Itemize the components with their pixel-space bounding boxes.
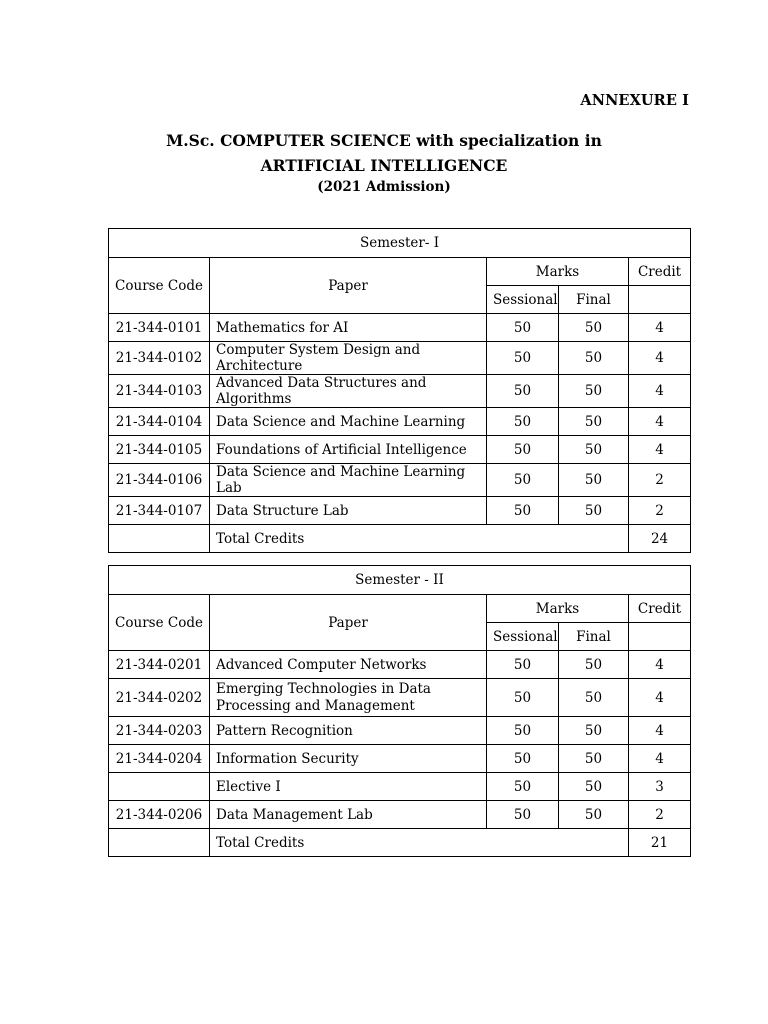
course-code xyxy=(109,773,210,801)
course-code: 21-344-0201 xyxy=(109,651,210,679)
credit-value: 4 xyxy=(629,408,691,436)
credit-value: 4 xyxy=(629,717,691,745)
credit-value: 4 xyxy=(629,375,691,408)
paper-name: Pattern Recognition xyxy=(210,717,487,745)
paper-name: Elective I xyxy=(210,773,487,801)
sessional-marks: 50 xyxy=(487,408,559,436)
sessional-marks: 50 xyxy=(487,679,559,717)
marks-header: Marks xyxy=(487,258,629,286)
table-row xyxy=(109,497,691,525)
table-row xyxy=(109,436,691,464)
empty-cell xyxy=(629,286,691,314)
credit-header: Credit xyxy=(629,258,691,286)
total-credits-label: Total Credits xyxy=(210,525,629,553)
final-marks: 50 xyxy=(559,651,629,679)
course-code: 21-344-0104 xyxy=(109,408,210,436)
sessional-marks: 50 xyxy=(487,464,559,497)
table-row xyxy=(109,314,691,342)
final-marks: 50 xyxy=(559,464,629,497)
table-row xyxy=(109,717,691,745)
sessional-marks: 50 xyxy=(487,375,559,408)
course-code: 21-344-0101 xyxy=(109,314,210,342)
total-row xyxy=(109,829,691,857)
table-row xyxy=(109,375,691,408)
course-code: 21-344-0203 xyxy=(109,717,210,745)
course-code: 21-344-0107 xyxy=(109,497,210,525)
admission-year: (2021 Admission) xyxy=(317,179,451,195)
final-marks: 50 xyxy=(559,679,629,717)
sessional-header: Sessional xyxy=(487,286,559,314)
course-code: 21-344-0206 xyxy=(109,801,210,829)
table-row xyxy=(109,464,691,497)
credit-value: 3 xyxy=(629,773,691,801)
final-marks: 50 xyxy=(559,408,629,436)
table-row xyxy=(109,773,691,801)
final-marks: 50 xyxy=(559,497,629,525)
sessional-marks: 50 xyxy=(487,342,559,375)
credit-value: 2 xyxy=(629,497,691,525)
credit-header: Credit xyxy=(629,595,691,623)
table-row xyxy=(109,342,691,375)
paper-name: Advanced Computer Networks xyxy=(210,651,487,679)
credit-value: 4 xyxy=(629,651,691,679)
document-title: M.Sc. COMPUTER SCIENCE with specialization in xyxy=(166,131,602,150)
empty-cell xyxy=(629,623,691,651)
credit-value: 4 xyxy=(629,679,691,717)
sessional-header: Sessional xyxy=(487,623,559,651)
final-marks: 50 xyxy=(559,745,629,773)
final-marks: 50 xyxy=(559,773,629,801)
final-marks: 50 xyxy=(559,436,629,464)
total-row xyxy=(109,525,691,553)
final-marks: 50 xyxy=(559,314,629,342)
table-row xyxy=(109,408,691,436)
table-row xyxy=(109,745,691,773)
semester-1-table xyxy=(108,228,691,553)
course-code: 21-344-0105 xyxy=(109,436,210,464)
credit-value: 4 xyxy=(629,436,691,464)
paper-name: Data Science and Machine Learning Lab xyxy=(210,464,487,497)
sessional-marks: 50 xyxy=(487,801,559,829)
sessional-marks: 50 xyxy=(487,745,559,773)
empty-cell xyxy=(109,829,210,857)
total-credits-value: 21 xyxy=(629,829,691,857)
annexure-label: ANNEXURE I xyxy=(580,92,689,109)
document-subtitle: ARTIFICIAL INTELLIGENCE xyxy=(260,156,508,175)
credit-value: 2 xyxy=(629,801,691,829)
course-code-header: Course Code xyxy=(109,595,210,651)
course-code: 21-344-0204 xyxy=(109,745,210,773)
credit-value: 4 xyxy=(629,745,691,773)
paper-name: Computer System Design and Architecture xyxy=(210,342,487,375)
sessional-marks: 50 xyxy=(487,436,559,464)
course-code: 21-344-0102 xyxy=(109,342,210,375)
paper-name: Emerging Technologies in Data Processing and Management xyxy=(210,679,487,717)
sessional-marks: 50 xyxy=(487,651,559,679)
table-row xyxy=(109,679,691,717)
final-header: Final xyxy=(559,623,629,651)
sessional-marks: 50 xyxy=(487,314,559,342)
semester-title: Semester- I xyxy=(109,229,691,258)
empty-cell xyxy=(109,525,210,553)
paper-name: Data Structure Lab xyxy=(210,497,487,525)
sessional-marks: 50 xyxy=(487,773,559,801)
final-marks: 50 xyxy=(559,801,629,829)
paper-name: Foundations of Artificial Intelligence xyxy=(210,436,487,464)
paper-header: Paper xyxy=(210,258,487,314)
paper-name: Data Management Lab xyxy=(210,801,487,829)
paper-name: Mathematics for AI xyxy=(210,314,487,342)
table-row xyxy=(109,801,691,829)
semester-title: Semester - II xyxy=(109,566,691,595)
table-row xyxy=(109,651,691,679)
course-code: 21-344-0103 xyxy=(109,375,210,408)
final-marks: 50 xyxy=(559,717,629,745)
final-marks: 50 xyxy=(559,342,629,375)
marks-header: Marks xyxy=(487,595,629,623)
course-code: 21-344-0106 xyxy=(109,464,210,497)
total-credits-value: 24 xyxy=(629,525,691,553)
sessional-marks: 50 xyxy=(487,497,559,525)
paper-header: Paper xyxy=(210,595,487,651)
final-header: Final xyxy=(559,286,629,314)
course-code: 21-344-0202 xyxy=(109,679,210,717)
credit-value: 2 xyxy=(629,464,691,497)
total-credits-label: Total Credits xyxy=(210,829,629,857)
paper-name: Advanced Data Structures and Algorithms xyxy=(210,375,487,408)
credit-value: 4 xyxy=(629,342,691,375)
course-code-header: Course Code xyxy=(109,258,210,314)
paper-name: Data Science and Machine Learning xyxy=(210,408,487,436)
sessional-marks: 50 xyxy=(487,717,559,745)
semester-2-table xyxy=(108,565,691,857)
final-marks: 50 xyxy=(559,375,629,408)
credit-value: 4 xyxy=(629,314,691,342)
paper-name: Information Security xyxy=(210,745,487,773)
